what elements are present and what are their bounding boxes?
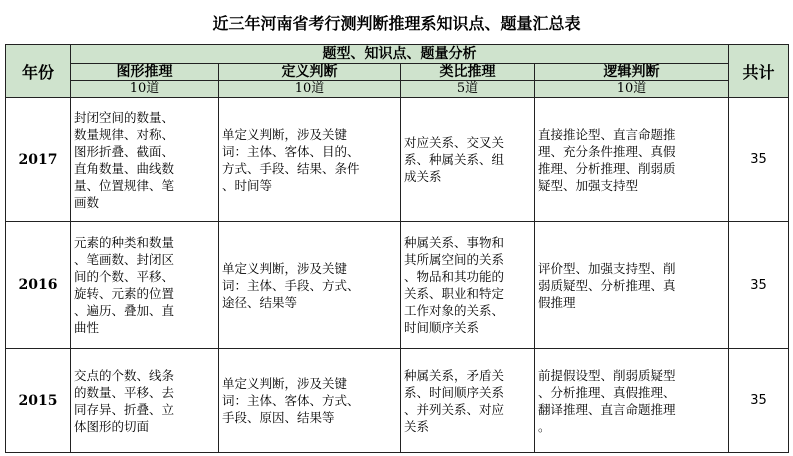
table-row [6,222,789,349]
year-cell: 2016 [6,222,71,349]
column-header-logic-judgment: 逻辑判断 [535,64,729,81]
year-header: 年份 [6,45,71,98]
column-count-definition-judgment: 10道 [219,81,401,98]
column-count-figure-reasoning: 10道 [71,81,219,98]
table-row [6,349,789,453]
column-header-definition-judgment: 定义判断 [219,64,401,81]
analogy-reasoning-cell: 种属关系、事物和 其所属空间的关系 、物品和其功能的 关系、职业和特定 工作对象的关系、 时间顺序关系 [401,222,535,349]
figure-reasoning-cell: 交点的个数、线条 的数量、平移、去 同存异、折叠、立 体图形的切面 [71,349,219,453]
column-count-analogy-reasoning: 5道 [401,81,535,98]
summary-table [5,44,789,453]
logic-judgment-cell: 直接推论型、直言命题推 理、充分条件推理、真假 推理、分析推理、削弱质 疑型、加强支持型 [535,98,729,222]
table-row [6,98,789,222]
total-cell: 35 [729,222,789,349]
figure-reasoning-cell: 元素的种类和数量 、笔画数、封闭区 间的个数、平移、 旋转、元素的位置 、遍历、叠加、直 曲性 [71,222,219,349]
column-count-logic-judgment: 10道 [535,81,729,98]
year-cell: 2017 [6,98,71,222]
definition-judgment-cell: 单定义判断，涉及关键 词：主体、客体、目的、 方式、手段、结果、条件 、时间等 [219,98,401,222]
total-cell: 35 [729,349,789,453]
logic-judgment-cell: 前提假设型、削弱质疑型 、分析推理、真假推理、 翻译推理、直言命题推理 。 [535,349,729,453]
table-title: 近三年河南省考行测判断推理系知识点、题量汇总表 [212,13,581,33]
column-header-analogy-reasoning: 类比推理 [401,64,535,81]
figure-reasoning-cell: 封闭空间的数量、 数量规律、对称、 图形折叠、截面、 直角数量、曲线数 量、位置规律、笔 画数 [71,98,219,222]
total-header: 共计 [729,45,789,98]
year-cell: 2015 [6,349,71,453]
total-cell: 35 [729,98,789,222]
definition-judgment-cell: 单定义判断，涉及关键 词：主体、客体、方式、 手段、原因、结果等 [219,349,401,453]
analogy-reasoning-cell: 对应关系、交叉关 系、种属关系、组 成关系 [401,98,535,222]
logic-judgment-cell: 评价型、加强支持型、削 弱质疑型、分析推理、真 假推理 [535,222,729,349]
definition-judgment-cell: 单定义判断，涉及关键 词：主体、手段、方式、 途径、结果等 [219,222,401,349]
group-header: 题型、知识点、题量分析 [71,45,729,64]
column-header-figure-reasoning: 图形推理 [71,64,219,81]
analogy-reasoning-cell: 种属关系，矛盾关 系、时间顺序关系 、并列关系、对应 关系 [401,349,535,453]
